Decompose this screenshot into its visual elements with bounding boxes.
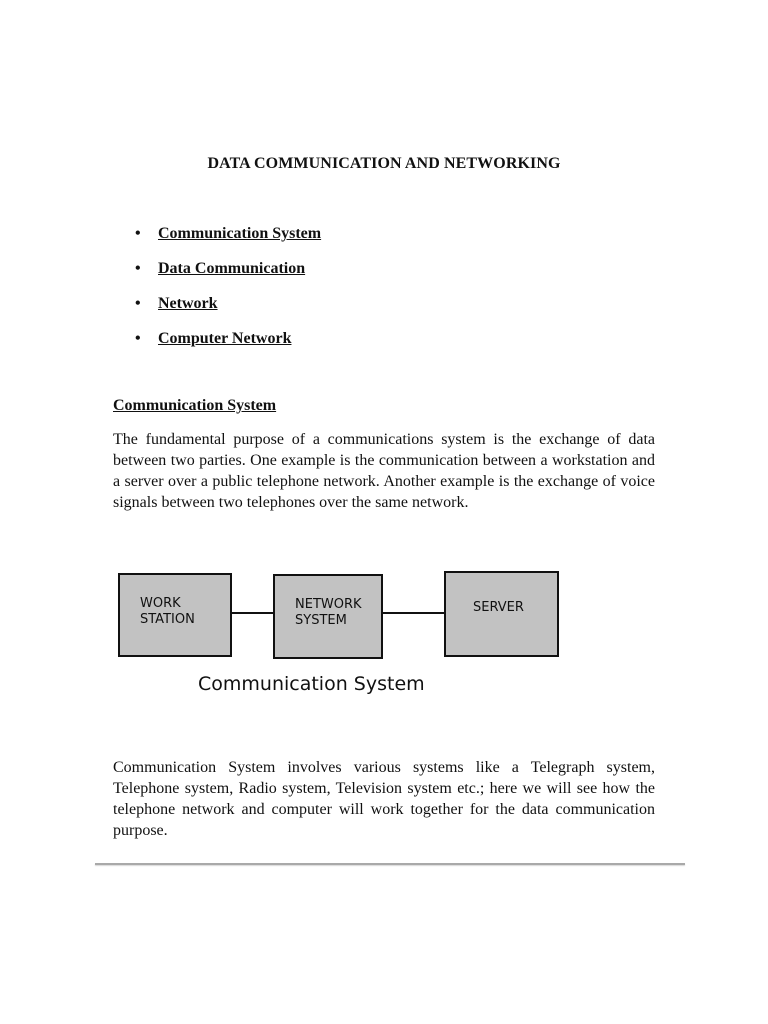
page-title: DATA COMMUNICATION AND NETWORKING <box>207 155 561 172</box>
bullet: • <box>135 330 141 347</box>
paragraph-systems: Communication System involves various systems like a Telegraph system, Telephone system, Radio system, Television system etc.; here we will see how the telephone network and computer will work together for the data communication purpose. <box>113 759 655 839</box>
topic-link-computer-network[interactable]: Computer Network <box>158 330 292 347</box>
network-system-label: NETWORK SYSTEM <box>295 597 362 628</box>
communication-system-diagram <box>110 565 570 705</box>
server-box <box>444 571 559 657</box>
server-label: SERVER <box>473 600 524 615</box>
topic-link-communication-system[interactable]: Communication System <box>158 225 322 242</box>
network-system-box <box>273 574 383 659</box>
workstation-label: WORK STATION <box>140 596 195 627</box>
workstation-box <box>118 573 232 657</box>
section-heading: Communication System <box>113 397 277 414</box>
topic-link-network[interactable]: Network <box>158 295 218 312</box>
page-divider <box>95 863 685 865</box>
diagram-caption: Communication System <box>198 673 425 695</box>
bullet: • <box>135 225 141 242</box>
connector-line <box>383 612 444 614</box>
bullet: • <box>135 295 141 312</box>
connector-line <box>232 612 273 614</box>
topic-link-data-communication[interactable]: Data Communication <box>158 260 306 277</box>
bullet: • <box>135 260 141 277</box>
paragraph-intro: The fundamental purpose of a communications system is the exchange of data between two parties. One example is the communication between a workstation and a server over a public telephone network. Another example is the exchange of voice signals between two telephones over the same network. <box>113 431 655 511</box>
